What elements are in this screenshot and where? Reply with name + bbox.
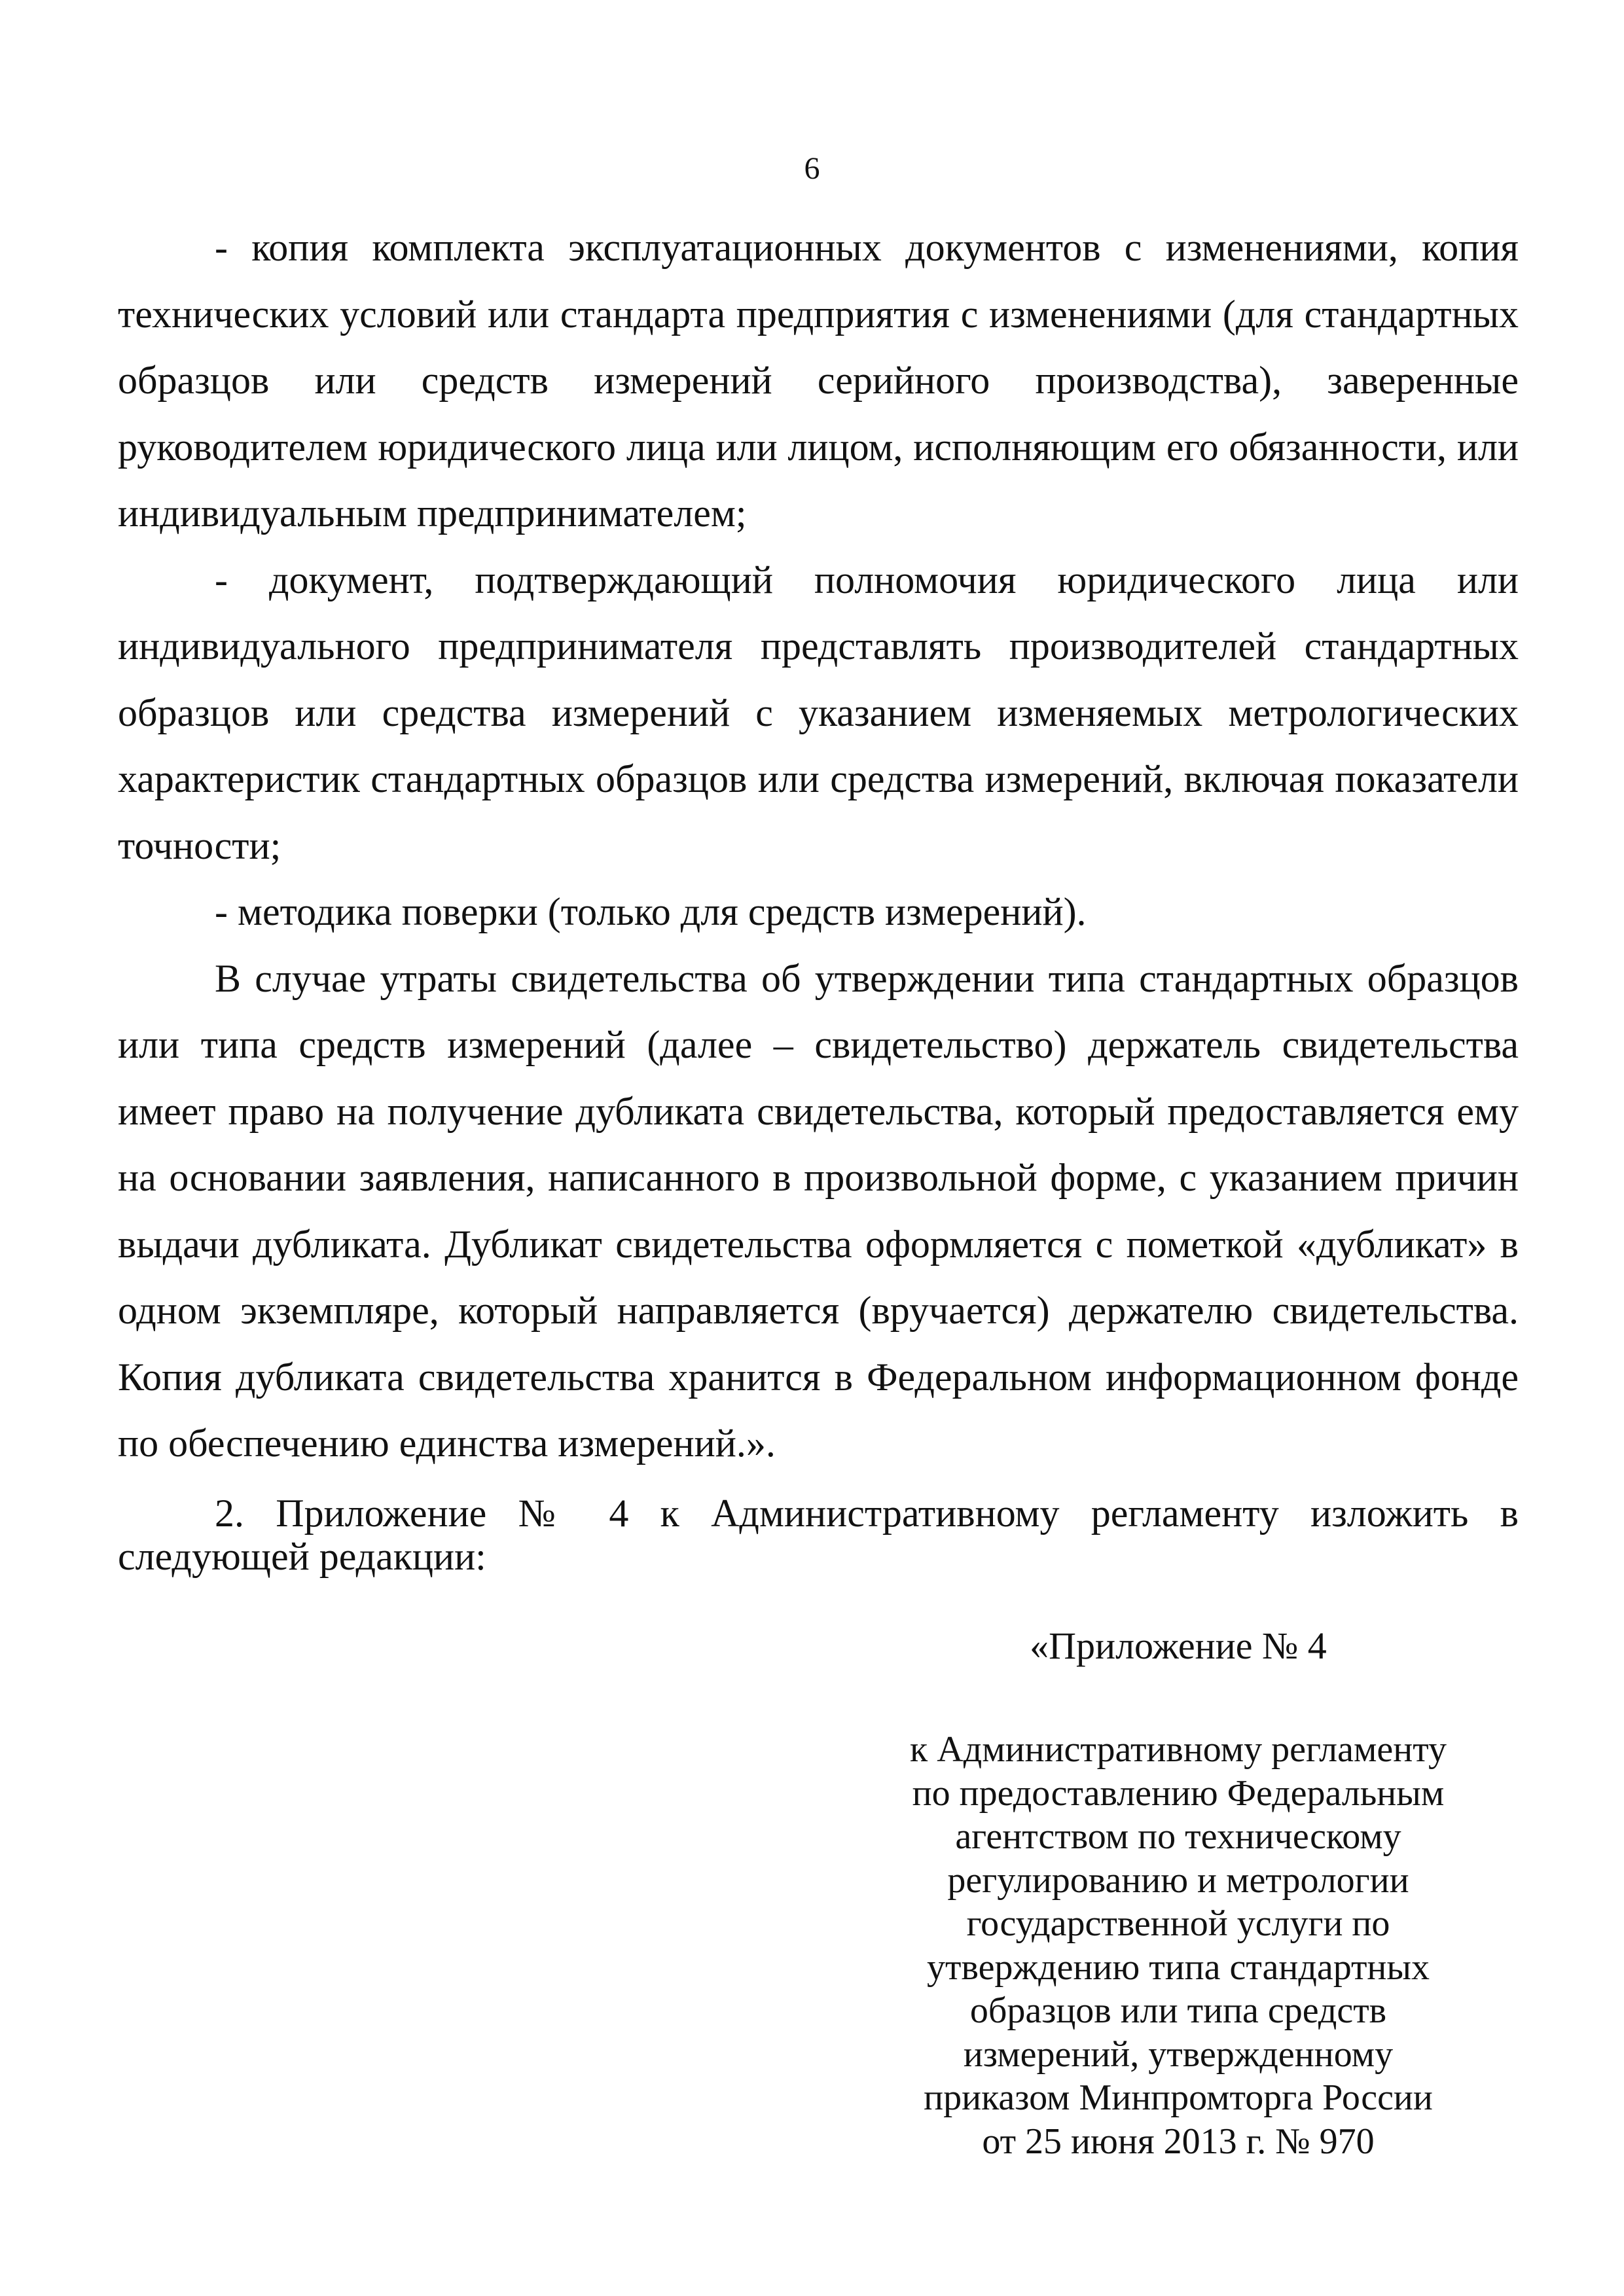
page-number: 6 bbox=[804, 151, 820, 186]
document-body bbox=[118, 215, 1519, 1578]
paragraph-verification-method: - методика поверки (только для средств измерений). bbox=[215, 890, 1087, 933]
appendix-caption-line: государственной услуги по bbox=[966, 1903, 1390, 1944]
appendix-caption-line: приказом Минпромторга России bbox=[924, 2077, 1433, 2118]
appendix-caption-line: образцов или типа средств bbox=[969, 1990, 1387, 2031]
appendix-caption-line: от 25 июня 2013 г. № 970 bbox=[982, 2121, 1375, 2162]
paragraph-certificate-duplicate: В случае утраты свидетельства об утверждении типа стандартных образцов или типа средств измерений (далее – свидетельство) держатель свидетельства имеет право на получение дубликата свидетельства, который предоставляется ему на основании заявления, написанного в произвольной форме, с указанием причин выдачи дубликата. Дубликат свидетельства оформляется с пометкой «дубликат» в одном экземпляре, который направляется (вручается) держателю свидетельства. Копия дубликата свидетельства хранится в Федеральном информационном фонде по обеспечению единства измерений.». bbox=[118, 956, 1519, 1465]
appendix-title: «Приложение № 4 bbox=[1030, 1624, 1327, 1667]
appendix-caption-line: регулированию и метрологии bbox=[947, 1859, 1409, 1901]
paragraph-appendix-amendment: 2. Приложение № 4 к Административному регламенту изложить в следующей редакции: bbox=[118, 1491, 1519, 1578]
appendix-caption bbox=[890, 1728, 1466, 2163]
paragraph-operation-docs: - копия комплекта эксплуатационных документов с изменениями, копия технических условий или стандарта предприятия с изменениями (для стандартных образцов или средств измерений серийного производства), заверенные руководителем юридического лица или лицом, исполняющим его обязанности, или индивидуальным предпринимателем; bbox=[118, 226, 1519, 535]
appendix-caption-line: к Административному регламенту bbox=[910, 1729, 1447, 1770]
appendix-caption-line: по предоставлению Федеральным bbox=[912, 1772, 1445, 1814]
appendix-caption-line: агентством по техническому bbox=[955, 1816, 1401, 1857]
appendix-caption-line: утверждению типа стандартных bbox=[926, 1946, 1430, 1988]
paragraph-authority-document: - документ, подтверждающий полномочия юридического лица или индивидуального предпринимателя представлять производителей стандартных образцов или средства измерений с указанием изменяемых метрологических характеристик стандартных образцов или средства измерений, включая показатели точности; bbox=[118, 558, 1519, 867]
appendix-caption-line: измерений, утвержденному bbox=[963, 2034, 1394, 2075]
